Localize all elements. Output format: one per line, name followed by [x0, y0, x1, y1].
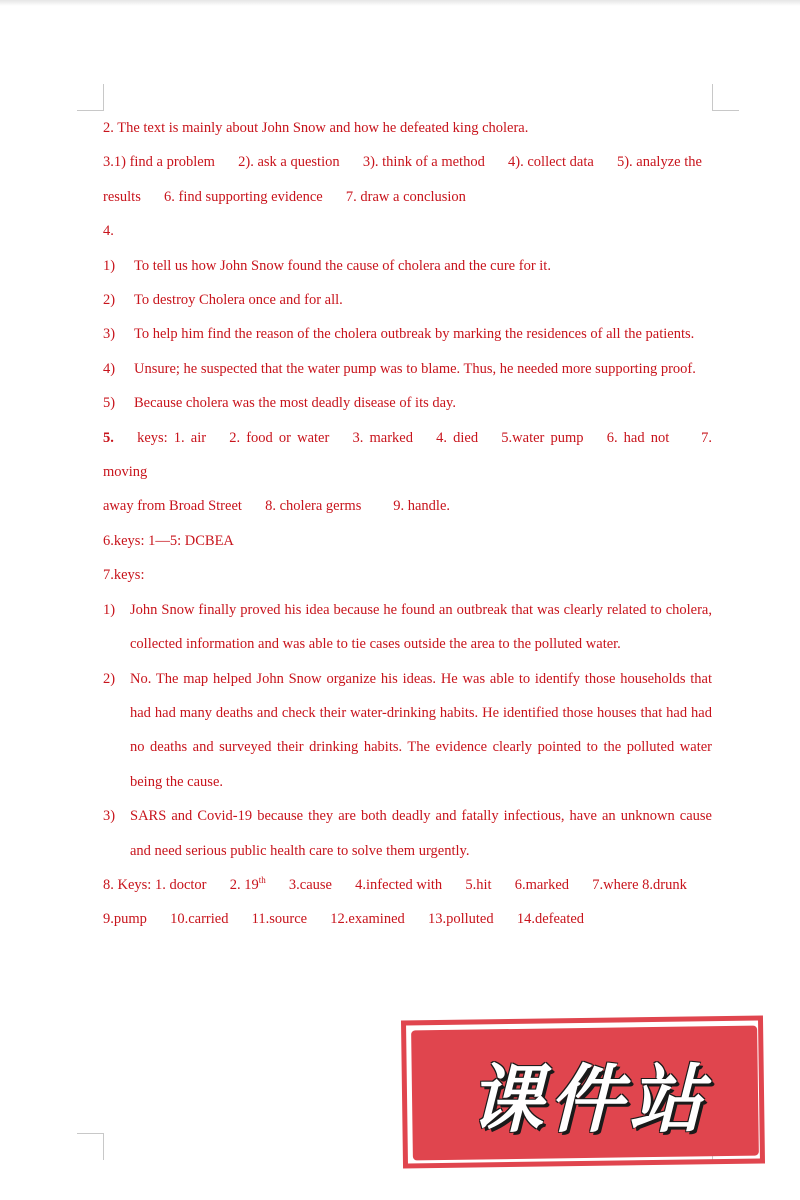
answer-8-key: 2. 19 — [229, 876, 259, 893]
answer-7-label: 7.keys: — [103, 567, 145, 584]
answer-5-key: 3. marked — [352, 429, 413, 446]
item-text: To destroy Cholera once and for all. — [134, 292, 343, 309]
answer-8-key: 9.pump — [103, 911, 147, 928]
answer-5 — [103, 421, 712, 524]
answer-4-item — [103, 386, 712, 420]
item-number: 4) — [103, 360, 116, 377]
answer-8-key: 14.defeated — [516, 911, 585, 928]
crop-mark-bottom-left — [77, 1133, 104, 1160]
answer-5-key: 8. cholera germs — [265, 498, 362, 515]
answer-5-key: 9. handle. — [393, 498, 451, 515]
answer-6: 6.keys: 1—5: DCBEA — [103, 532, 234, 549]
answer-8-key: 8. Keys: 1. doctor — [103, 876, 207, 893]
answer-8-key: 4.infected with — [355, 876, 443, 893]
answer-8-key: 10.carried — [170, 911, 229, 928]
answer-8-key: 13.polluted — [427, 911, 494, 928]
answer-3 — [103, 145, 712, 214]
item-text: SARS and Covid-19 because they are both deadly and fatally infectious, have an unknown cause and need serious public health care to solve them urgently. — [130, 808, 712, 859]
answer-key-content — [103, 111, 712, 937]
answer-4-item — [103, 317, 712, 351]
item-number: 1) — [103, 601, 116, 618]
answer-5-key: 7. moving — [103, 429, 713, 481]
item-text: No. The map helped John Snow organize his ideas. He was able to identify those households that had had many deaths and check their water-drinking habits. He identified those houses that had had no deaths and surveyed their drinking habits. The evidence clearly pointed to the polluted water being the cause. — [130, 670, 712, 790]
item-number: 3) — [103, 326, 116, 343]
answer-3-step: 6. find supporting evidence — [164, 188, 323, 205]
answer-5-number: 5. — [103, 429, 114, 446]
answer-8 — [103, 868, 712, 937]
item-number: 1) — [103, 257, 116, 274]
answer-4-item — [103, 352, 712, 386]
item-text: John Snow finally proved his idea because he found an outbreak that was clearly related to cholera, collected information and was able to tie cases outside the area to the polluted water. — [130, 601, 712, 653]
answer-5-key: 2. food or water — [229, 429, 330, 446]
answer-3-step: 3.1) find a problem — [103, 154, 215, 171]
answer-8-key: 6.marked — [514, 876, 570, 893]
item-text: Unsure; he suspected that the water pump was to blame. Thus, he needed more supporting proof. — [134, 360, 696, 377]
item-text: Because cholera was the most deadly disease of its day. — [134, 395, 456, 412]
answer-3-step: 3). think of a method — [362, 154, 485, 171]
answer-3-step: 2). ask a question — [238, 154, 340, 171]
crop-mark-top-right — [712, 84, 739, 111]
answer-8-key: 5.hit — [465, 876, 492, 893]
answer-5-key: 4. died — [436, 429, 479, 446]
answer-8-key: 12.examined — [330, 911, 405, 928]
answer-5-key: keys: 1. air — [137, 429, 207, 446]
answer-8-key: 3.cause — [288, 876, 332, 893]
item-text: To help him find the reason of the cholera outbreak by marking the residences of all the patients. — [134, 326, 695, 343]
watermark-logo-text: 课件站 — [469, 1057, 709, 1143]
item-number: 5) — [103, 395, 116, 412]
answer-5-key: 6. had not — [606, 429, 670, 446]
answer-5-key: 5.water pump — [501, 429, 584, 446]
answer-3-step: results — [103, 188, 141, 205]
answer-5-key: away from Broad Street — [103, 498, 242, 515]
answer-3-step: 7. draw a conclusion — [345, 188, 466, 205]
answer-7-item — [103, 799, 712, 868]
answer-4-label: 4. — [103, 223, 114, 240]
item-text: To tell us how John Snow found the cause of cholera and the cure for it. — [134, 257, 551, 274]
answer-3-step: 5). analyze the — [616, 154, 702, 171]
item-number: 2) — [103, 292, 116, 309]
answer-4-item — [103, 249, 712, 283]
answer-4-item — [103, 283, 712, 317]
item-number: 2) — [103, 670, 116, 687]
superscript: th — [258, 875, 266, 886]
watermark-stamp — [400, 1014, 770, 1168]
page-top-shadow — [0, 0, 800, 6]
answer-3-step: 4). collect data — [508, 154, 594, 171]
crop-mark-top-left — [77, 84, 104, 111]
answer-2: 2. The text is mainly about John Snow and how he defeated king cholera. — [103, 120, 529, 136]
item-number: 3) — [103, 808, 116, 825]
answer-7-item — [103, 662, 712, 800]
answer-7-item — [103, 593, 712, 662]
answer-8-key: 11.source — [251, 911, 308, 928]
answer-8-key: 7.where 8.drunk — [592, 876, 687, 893]
